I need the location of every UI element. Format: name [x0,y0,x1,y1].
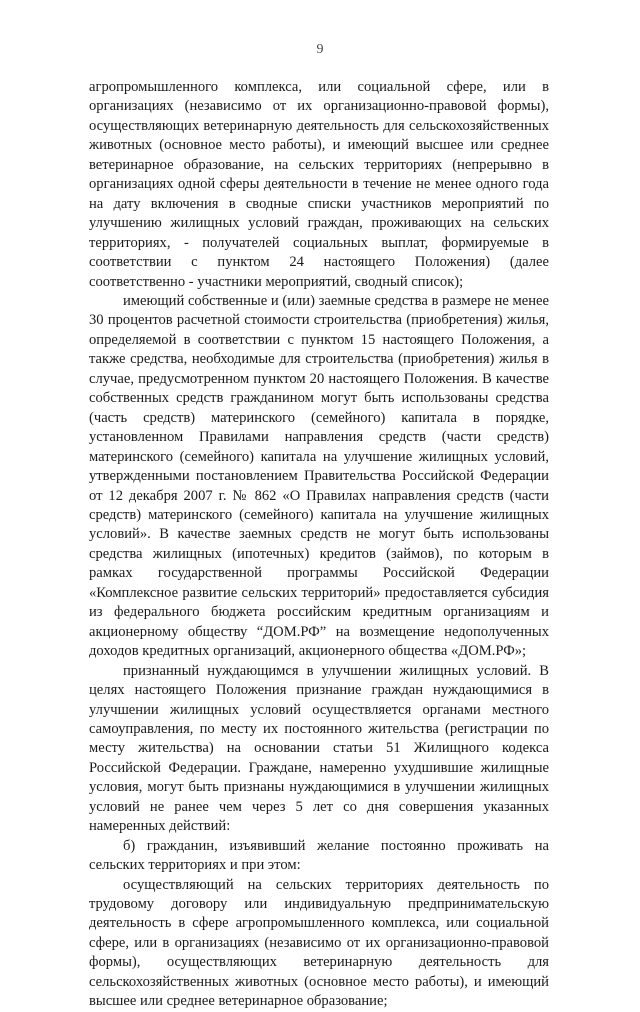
page-number: 9 [316,42,324,57]
paragraph-5: осуществляющий на сельских территориях деятельность по трудовому договору или индивидуальную предпринимательскую деятельность в сфере агропромышленного комплекса, или социальной сфере, или в организациях (независимо от их организационно-правовой формы), осуществляющих ветеринарную деятельность для сельскохозяйственных животных (основное место работы), и имеющий высшее или среднее ветеринарное образование; [89,876,549,1010]
paragraph-4: б) гражданин, изъявивший желание постоянно проживать на сельских территориях и при этом: [89,837,549,874]
paragraph-1: агропромышленного комплекса, или социальной сфере, или в организациях (независимо от их организационно-правовой формы), осуществляющих ветеринарную деятельность для сельскохозяйственных животных (основное место работы), и имеющий высшее или среднее ветеринарное образование, на сельских территориях (непрерывно в организациях одной сферы деятельности в течение не менее одного года на дату включения в сводные списки участников мероприятий по улучшению жилищных условий граждан, проживающих на сельских территориях, - получателей социальных выплат, формируемые в соответствии с пунктом 24 настоящего Положения) (далее соответственно - участники мероприятий, сводный список); [89,79,549,290]
paragraph-3: признанный нуждающимся в улучшении жилищных условий. В целях настоящего Положения признание граждан нуждающимися в улучшении жилищных условий осуществляется органами местного самоуправления, по месту их постоянного жительства (регистрации по месту жительства) на основании статьи 51 Жилищного кодекса Российской Федерации. Граждане, намеренно ухудшившие жилищные условия, могут быть признаны нуждающимися в улучшении жилищных условий не ранее чем через 5 лет со дня совершения указанных намеренных действий: [89,662,549,835]
paragraph-2: имеющий собственные и (или) заемные средства в размере не менее 30 процентов расчетной стоимости строительства (приобретения) жилья, определяемой в соответствии с пунктом 15 настоящего Положения, а также средства, необходимые для строительства (приобретения) жилья в случае, предусмотренном пунктом 20 настоящего Положения. В качестве собственных средств гражданином могут быть использованы средства (часть средств) материнского (семейного) капитала в порядке, установленном Правилами направления средств (части средств) материнского (семейного) капитала на улучшение жилищных условий, утвержденными постановлением Правительства Российской Федерации от 12 декабря 2007 г. № 862 «О Правилах направления средств (части средств) материнского (семейного) капитала на улучшение жилищных условий». В качестве заемных средств не могут быть использованы средства жилищных (ипотечных) кредитов (займов), по которым в рамках государственной программы Российской Федерации «Комплексное развитие сельских территорий» предоставляется субсидия из федерального бюджета российским кредитным организациям и акционерному обществу “ДОМ.РФ” на возмещение недополученных доходов кредитных организаций, акционерного общества «ДОМ.РФ»; [89,292,549,660]
document-body [89,78,549,1012]
